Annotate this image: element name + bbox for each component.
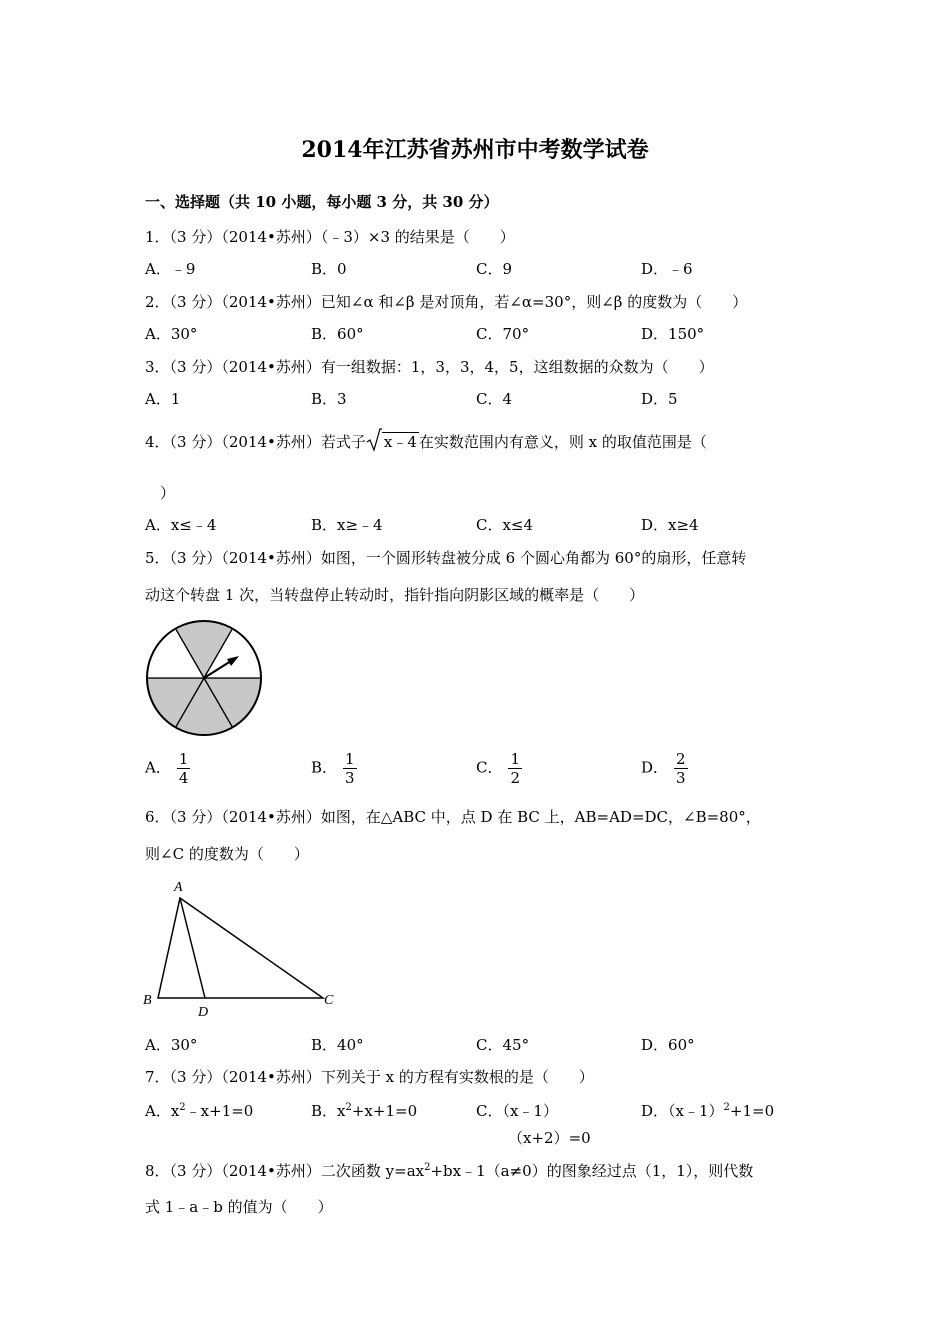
q7-b-post: +x+1=0 — [351, 1102, 418, 1120]
q5-option-b — [311, 750, 357, 787]
question-5-stem-line2: 动这个转盘 1 次，当转盘停止转动时，指针指向阴影区域的概率是（ ） — [145, 586, 645, 604]
q2-option-c: C．70° — [476, 325, 530, 343]
q7-b-pre: B．x — [311, 1102, 346, 1120]
q6-option-c: C．45° — [476, 1036, 530, 1054]
q4-stem-post: 在实数范围内有意义，则 x 的取值范围是（ — [418, 433, 707, 451]
q7-option-a — [145, 1100, 253, 1121]
q8-stem-post: +bx﹣1（a≠0）的图象经过点（1，1），则代数 — [430, 1162, 754, 1180]
q6-option-b: B．40° — [311, 1036, 364, 1054]
q6-option-d: D．60° — [641, 1036, 695, 1054]
question-6-stem-line2: 则∠C 的度数为（ ） — [145, 845, 309, 863]
q5-option-d — [641, 750, 688, 787]
q5-option-a-letter: A． — [145, 758, 171, 777]
q7-b-exponent: 2 — [345, 1102, 352, 1113]
question-1-stem: 1．（3 分）（2014•苏州）（﹣3）×3 的结果是（ ） — [145, 228, 515, 246]
fraction-numerator: 1 — [510, 750, 521, 768]
q5-option-a — [145, 750, 190, 787]
question-8-stem-line2: 式 1﹣a﹣b 的值为（ ） — [145, 1198, 333, 1216]
fraction-numerator: 1 — [345, 750, 355, 768]
q5-option-c-fraction — [508, 750, 522, 787]
question-6-stem-line1: 6．（3 分）（2014•苏州）如图，在△ABC 中，点 D 在 BC 上，AB=AD=DC，∠B=80°， — [145, 808, 761, 826]
question-8-stem-line1 — [145, 1160, 753, 1181]
q4-stem-pre: 4．（3 分）（2014•苏州）若式子 — [145, 433, 366, 451]
fraction-denominator: 4 — [178, 769, 189, 787]
question-7-stem: 7．（3 分）（2014•苏州）下列关于 x 的方程有实数根的是（ ） — [145, 1068, 594, 1086]
q1-option-d: D．﹣6 — [641, 260, 693, 278]
question-3-stem: 3．（3 分）（2014•苏州）有一组数据：1，3，3，4，5，这组数据的众数为（ ） — [145, 358, 714, 376]
q7-d-pre: D．（x﹣1） — [641, 1102, 724, 1120]
label-a: A — [174, 880, 183, 895]
section-heading: 一、选择题（共 10 小题，每小题 3 分，共 30 分） — [145, 193, 499, 211]
q2-option-a: A．30° — [145, 325, 198, 343]
q7-a-exponent: 2 — [179, 1102, 186, 1113]
q5-option-d-fraction — [674, 750, 688, 787]
q2-option-d: D．150° — [641, 325, 705, 343]
q5-option-d-letter: D． — [641, 758, 669, 777]
q1-option-c: C．9 — [476, 260, 513, 278]
q4-option-c: C．x≤4 — [476, 516, 534, 534]
fraction-denominator: 3 — [676, 769, 686, 787]
q7-a-post: ﹣x+1=0 — [185, 1102, 254, 1120]
q7-option-d — [641, 1100, 774, 1121]
page-title: 2014年江苏省苏州市中考数学试卷 — [301, 137, 649, 163]
spinner-figure — [143, 617, 265, 739]
fraction-numerator: 1 — [178, 750, 189, 768]
q7-d-exponent: 2 — [723, 1102, 730, 1113]
q4-sqrt — [366, 431, 419, 452]
q3-option-d: D．5 — [641, 390, 678, 408]
q5-option-b-fraction — [343, 750, 357, 787]
q5-option-a-fraction — [177, 750, 191, 787]
q7-d-post: +1=0 — [729, 1102, 775, 1120]
q4-radicand: x﹣4 — [383, 433, 417, 451]
label-c: C — [324, 993, 334, 1008]
fraction-denominator: 3 — [345, 769, 355, 787]
question-4-stem — [145, 431, 707, 452]
triangle-figure — [140, 874, 340, 1020]
q7-option-c-line2: （x+2）=0 — [508, 1129, 591, 1147]
q5-option-c — [476, 750, 522, 787]
q7-option-c-line1: C．（x﹣1） — [476, 1102, 558, 1120]
q4-option-d: D．x≥4 — [641, 516, 699, 534]
q7-a-pre: A．x — [145, 1102, 180, 1120]
q4-option-b: B．x≥﹣4 — [311, 516, 383, 534]
q5-option-c-letter: C． — [476, 758, 503, 777]
q8-stem-pre: 8．（3 分）（2014•苏州）二次函数 y=ax — [145, 1162, 425, 1180]
q2-option-b: B．60° — [311, 325, 364, 343]
q3-option-b: B．3 — [311, 390, 347, 408]
q8-exponent: 2 — [424, 1162, 431, 1173]
q4-stem-cont: ） — [160, 484, 176, 502]
q4-option-a: A．x≤﹣4 — [145, 516, 217, 534]
q7-option-b — [311, 1100, 417, 1121]
q1-option-b: B．0 — [311, 260, 347, 278]
q3-option-c: C．4 — [476, 390, 513, 408]
q5-option-b-letter: B． — [311, 758, 338, 777]
fraction-numerator: 2 — [676, 750, 686, 768]
label-b: B — [143, 993, 152, 1008]
label-d: D — [198, 1005, 209, 1020]
q6-option-a: A．30° — [145, 1036, 198, 1054]
q1-option-a: A．﹣9 — [145, 260, 196, 278]
question-5-stem-line1: 5．（3 分）（2014•苏州）如图，一个圆形转盘被分成 6 个圆心角都为 60°的扇形，任意转 — [145, 549, 747, 567]
q3-option-a: A．1 — [145, 390, 181, 408]
fraction-denominator: 2 — [510, 769, 521, 787]
question-2-stem: 2．（3 分）（2014•苏州）已知∠α 和∠β 是对顶角，若∠α=30°，则∠β 的度数为（ ） — [145, 293, 748, 311]
